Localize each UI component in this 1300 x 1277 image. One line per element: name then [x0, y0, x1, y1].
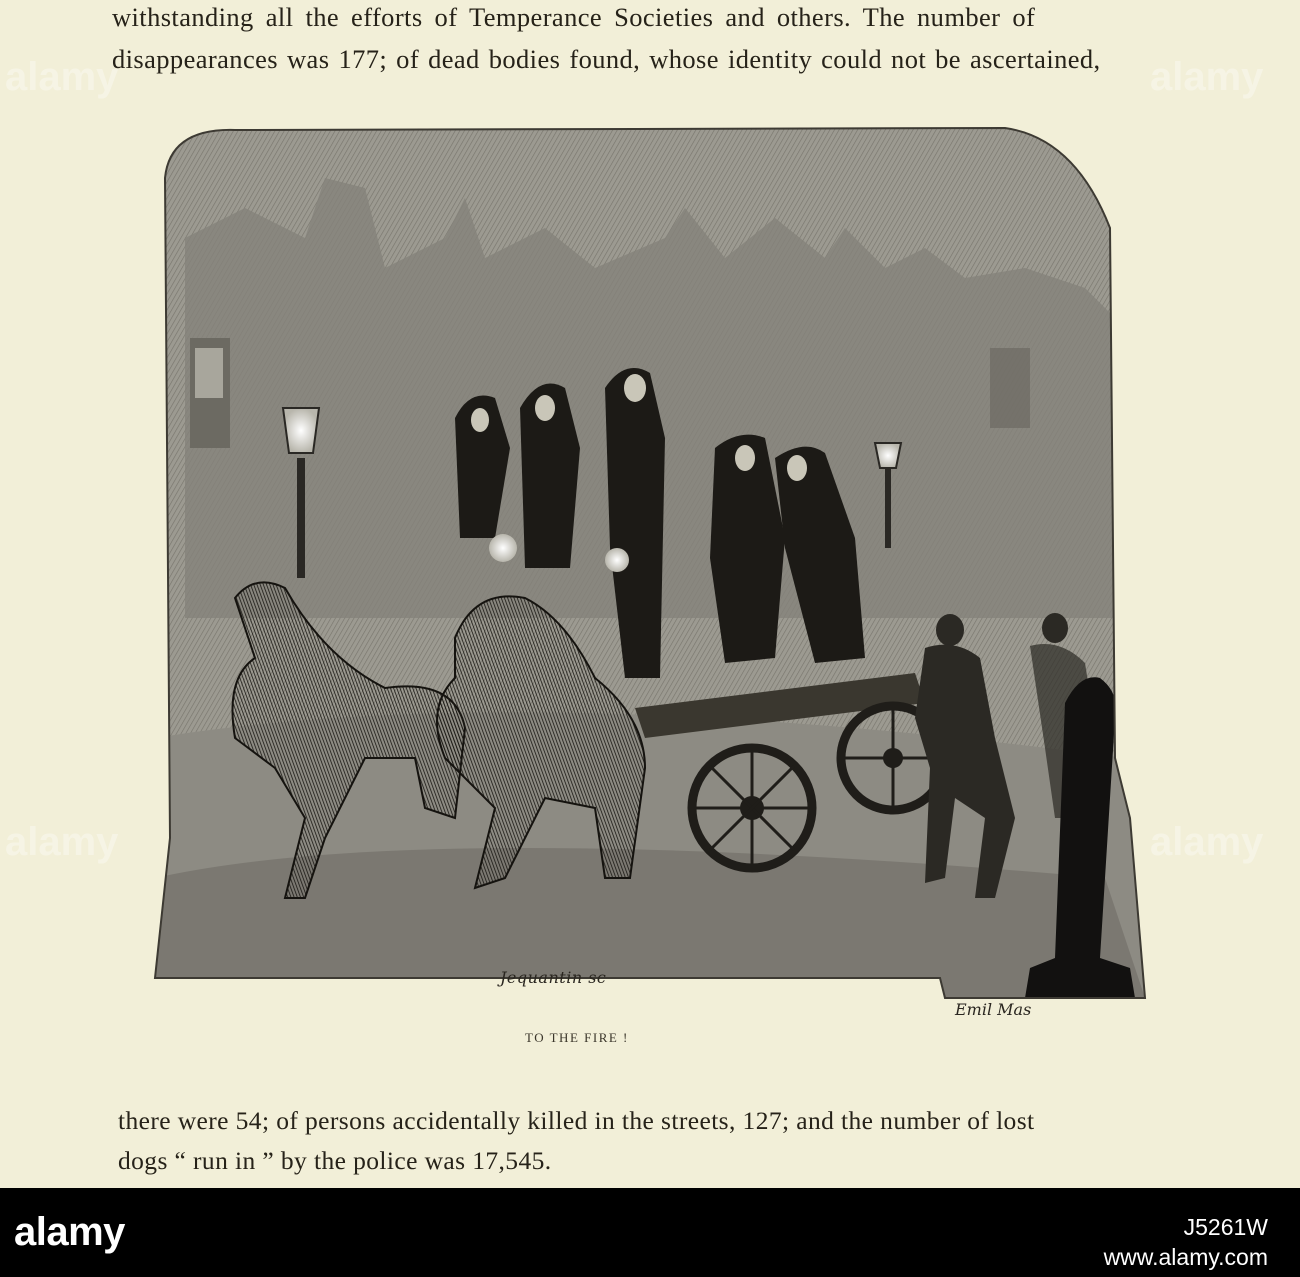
artist-signature: Emil Mas: [955, 1000, 1032, 1019]
watermark-url: www.alamy.com: [1103, 1244, 1268, 1270]
body-text-line: dogs “ run in ” by the police was 17,545.: [118, 1146, 552, 1175]
watermark-text: alamy: [1150, 55, 1264, 99]
watermark-image-id: J5261W: [1183, 1214, 1268, 1240]
body-text-line: withstanding all the efforts of Temperance Societies and others. The number of: [112, 2, 1036, 32]
watermark-image-info: [1104, 1212, 1268, 1272]
watermark-logo: alamy: [14, 1210, 125, 1254]
body-text-line: there were 54; of persons accidentally killed in the streets, 127; and the number of lost: [118, 1106, 1035, 1135]
watermark-text: alamy: [1150, 820, 1264, 864]
watermark-text: alamy: [5, 820, 119, 864]
illustration-caption: TO THE FIRE !: [525, 1030, 629, 1045]
engraving-illustration: [125, 118, 1175, 1078]
body-text-line: disappearances was 177; of dead bodies found, whose identity could not be ascertained,: [112, 44, 1101, 74]
watermark-text: alamy: [5, 55, 119, 99]
engraver-signature: Jequantin sc: [500, 968, 607, 987]
